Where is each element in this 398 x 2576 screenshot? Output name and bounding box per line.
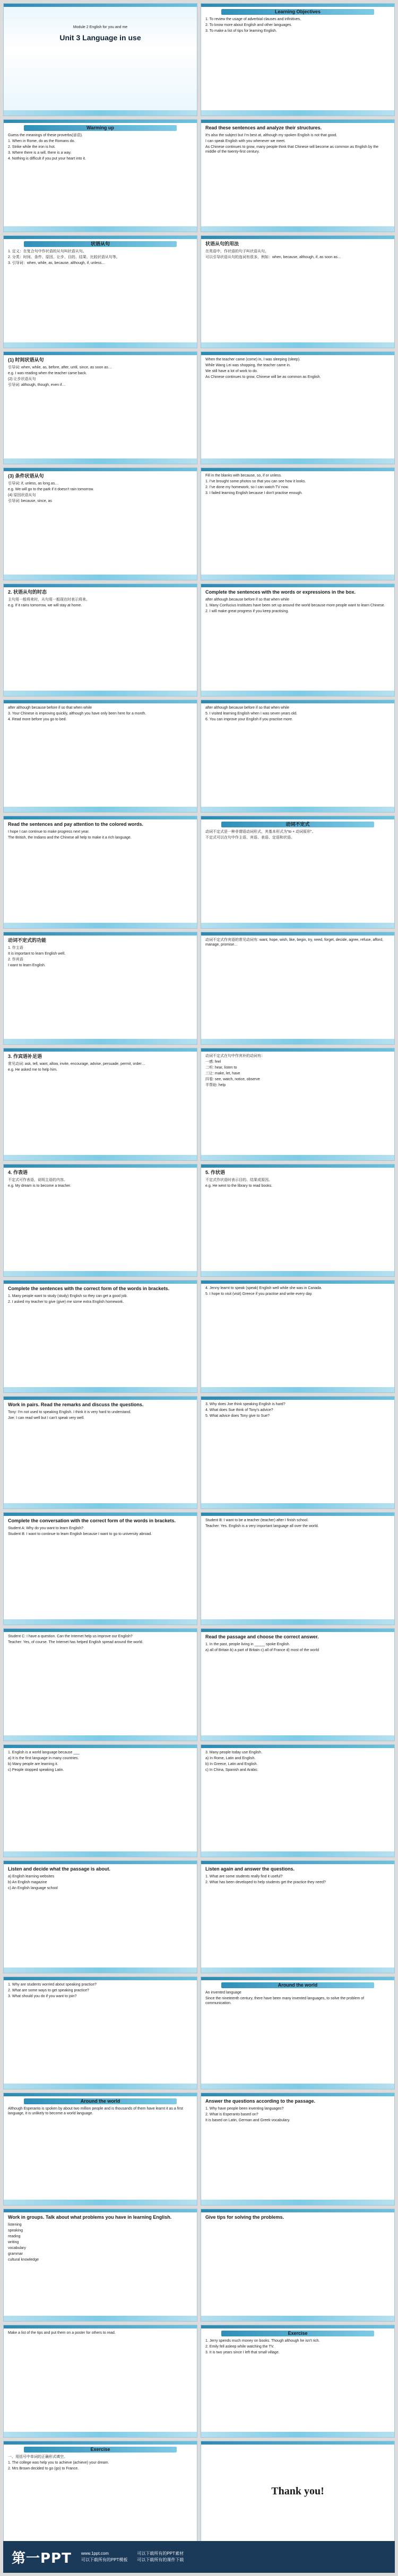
slide-content: [4, 1980, 197, 2003]
slide-line: 3. Many people today use English.: [205, 1751, 263, 1754]
slide-line: a) In Rome, Latin and English.: [205, 1757, 256, 1760]
slide-bottom-wave: [4, 1503, 197, 1508]
slide-content: [201, 819, 394, 844]
slide-12[interactable]: [201, 584, 395, 696]
slide-line: An invented language: [205, 1991, 241, 1995]
slide-title: Exercise: [221, 2331, 374, 2336]
slide-bottom-wave: [4, 2200, 197, 2205]
slide-line: 4. What does Sue think of Tony's advice?: [205, 1408, 273, 1412]
slide-content: [201, 703, 394, 726]
slide-line: As Chinese continues to grow, Chinese will be as common as English.: [205, 375, 321, 379]
slide-37[interactable]: [3, 2093, 197, 2206]
slide-bottom-wave: [201, 110, 394, 116]
slide-content: [201, 123, 394, 158]
footer-banner: [3, 2541, 395, 2573]
slide-line: Make a list of the tips and put them on a poster for others to read.: [8, 2331, 116, 2335]
slide-bottom-wave: [201, 1387, 394, 1392]
slide-line: 常见动词: ask, tell, want, allow, invite, encourage, advise, persuade, permit, order…: [8, 1062, 145, 1066]
slide-28[interactable]: [201, 1512, 395, 1625]
slide-2[interactable]: [201, 3, 395, 116]
slide-43[interactable]: [3, 2441, 197, 2554]
slide-title: Read the passage and choose the correct answer.: [205, 1634, 319, 1639]
slide-content: [4, 2445, 197, 2475]
slide-line: 2. Mrs Brown decided to go (go) to France.: [8, 2467, 79, 2471]
footer-line-1: 可以下载所有的PPT模板: [81, 2557, 128, 2562]
slide-line: I want to learn English.: [8, 964, 46, 967]
slide-line: c) In China, Spanish and Arabic.: [205, 1768, 259, 1772]
slide-bottom-wave: [201, 1271, 394, 1276]
slide-bottom-wave: [4, 1271, 197, 1276]
slide-14[interactable]: [201, 700, 395, 813]
slide-line: a) English learning websites: [8, 1875, 55, 1878]
footer-line-2: 可以下载所有的PPT素材: [137, 2551, 184, 2556]
slide-line: e.g. He went to the library to read books.: [205, 1184, 273, 1188]
slide-20[interactable]: [201, 1048, 395, 1161]
slide-25[interactable]: [3, 1396, 197, 1509]
slide-bottom-wave: [4, 923, 197, 928]
slide-line: e.g. My dream is to become a teacher.: [8, 1184, 72, 1188]
slide-line: 引导词: when, while, as, before, after, until, since, as soon as…: [8, 366, 112, 369]
slide-content: [201, 1284, 394, 1301]
slide-bottom-wave: [201, 2084, 394, 2089]
slide-line: e.g. I was reading when the teacher came back.: [8, 372, 87, 375]
slide-title: Listen and decide what the passage is about.: [8, 1866, 111, 1872]
slide-line: 动词不定式作宾语的常见动词有: want, hope, wish, like, begin, try, need, forget, decide, agree, refuse, afford, manage, promise…: [205, 938, 384, 947]
slide-title: Read these sentences and analyze their structures.: [205, 125, 322, 130]
slide-line: 5. I hope to visit (visit) Greece if you practise and write every day.: [205, 1292, 313, 1296]
slide-title: Read the sentences and pay attention to the colored words.: [8, 822, 144, 827]
slide-33[interactable]: [3, 1860, 197, 1973]
slide-line: 1. When in Rome, do as the Romans do.: [8, 139, 75, 143]
slide-line: 2. What has been developed to help students get the practice they need?: [205, 1881, 326, 1884]
slide-line: b) In Greece, Latin and English.: [205, 1762, 258, 1766]
footer-text: [81, 2551, 128, 2563]
slide-line: The British, the Indians and the Chinese all help to make it a rich language.: [8, 836, 132, 840]
footer-text-2: [137, 2551, 184, 2563]
slide-26[interactable]: [201, 1396, 395, 1509]
slide-bottom-wave: [4, 1968, 197, 1973]
slide-line: 一、用括号中单词的正确形式填空。: [8, 2455, 67, 2459]
slide-line: I can speak English with you whenever we meet.: [205, 139, 285, 143]
slide-line: 1. The college was help you to achieve (achieve) your dream.: [8, 2461, 109, 2465]
slide-line: 2. I asked my teacher to give (give) me some extra English homework.: [8, 1300, 124, 1304]
slide-line: 1. In the past, people living in _____ spoke English.: [205, 1643, 290, 1646]
slide-content: [4, 123, 197, 165]
slide-content: [4, 2212, 197, 2266]
slide-line: cultural knowledge: [8, 2258, 39, 2262]
slide-18[interactable]: [201, 932, 395, 1045]
slide-bottom-wave: [4, 1735, 197, 1741]
slide-7[interactable]: [3, 351, 197, 464]
slide-line: Student B: I want to be a teacher (teacher) after I finish school.: [205, 1519, 309, 1522]
slide-line: 1. Why have people been inventing languages?: [205, 2107, 284, 2111]
slide-bottom-wave: [4, 1155, 197, 1160]
slide-title: 动词不定式的功能: [8, 938, 47, 943]
slide-content: [201, 2096, 394, 2127]
slide-title: Complete the sentences with the words or expressions in the box.: [205, 589, 356, 595]
slide-line: b) An English magazine: [8, 1881, 47, 1884]
slide-bottom-wave: [201, 226, 394, 232]
slide-line: c) An English language school: [8, 1886, 58, 1890]
slide-content: [4, 471, 197, 508]
slide-line: As Chinese continues to grow, many people think that Chinese will become as common as English by the middle of the twenty-first century.: [205, 145, 379, 154]
slide-line: 不定式作状语时表示目的、结果或原因。: [205, 1178, 272, 1182]
slide-line: 动词不定式是一种非谓语动词形式，其基本形式为“to + 动词原形”。: [205, 830, 316, 834]
slide-title: 动词不定式: [221, 822, 374, 827]
slide-line: b) Many people are learning it.: [8, 1762, 58, 1766]
slide-content: [201, 1400, 394, 1423]
slide-line: 1. I've brought some photos so that you can see how it looks.: [205, 480, 306, 483]
slide-content: [201, 1864, 394, 1889]
slide-content: [201, 355, 394, 384]
slide-content: [201, 1632, 394, 1657]
slide-bottom-wave: [4, 2316, 197, 2321]
slide-35[interactable]: [3, 1977, 197, 2089]
slide-line: after although because before if so that when while: [8, 706, 92, 710]
slide-line: Although Esperanto is spoken by about two million people and is thousands of them have learnt it as a first language, it is unlikely to become a world language.: [8, 2107, 183, 2115]
slide-title: Complete the sentences with the correct form of the words in brackets.: [8, 1286, 170, 1291]
slide-content: [201, 7, 394, 38]
slide-content: [4, 1516, 197, 1541]
slide-bottom-wave: [201, 691, 394, 696]
slide-line: It's also the subject but I'm best at, although my spoken English is not that good.: [205, 134, 338, 137]
slide-1[interactable]: [3, 3, 197, 116]
slide-line: Guess the meanings of these proverbs(谚语).: [8, 134, 83, 137]
slide-line: 1. 定义：在复合句中作状语的从句叫状语从句。: [8, 250, 86, 253]
slide-10[interactable]: [201, 467, 395, 580]
slide-content: [201, 2445, 394, 2497]
slide-bottom-wave: [4, 458, 197, 464]
slide-line: Fill in the blanks with because, so, if or unless.: [205, 474, 282, 478]
slide-bottom-wave: [4, 110, 197, 116]
slide-content: [4, 587, 197, 612]
slide-line: listening: [8, 2223, 22, 2227]
slide-15[interactable]: [3, 816, 197, 929]
slide-line: 1. Many people want to study (study) English so they can get a good job.: [8, 1294, 128, 1298]
slide-title: 状语从句: [24, 241, 177, 247]
slide-line: We still have a lot of work to do.: [205, 369, 258, 373]
slide-21[interactable]: [3, 1164, 197, 1277]
module-title: Module 2 English for you and me: [73, 25, 128, 29]
slide-line: reading: [8, 2235, 21, 2238]
slide-line: c) People stopped speaking Latin.: [8, 1768, 64, 1772]
slide-bottom-wave: [201, 2200, 394, 2205]
slide-4[interactable]: [201, 119, 395, 232]
slide-line: 5. What advice does Tony give to Sue?: [205, 1414, 270, 1418]
slide-content: [4, 2096, 197, 2120]
slide-bottom-wave: [4, 1619, 197, 1625]
slide-content: [201, 587, 394, 618]
slide-9[interactable]: [3, 467, 197, 580]
slide-line: It is based on Latin, German and Greek vocabulary.: [205, 2119, 290, 2122]
slide-22[interactable]: [201, 1164, 395, 1277]
slide-line: 2. Emily fell asleep while watching the TV.: [205, 2345, 274, 2349]
slide-39[interactable]: [3, 2209, 197, 2322]
slide-content: [201, 1516, 394, 1533]
slide-16[interactable]: [201, 816, 395, 929]
slide-line: a) It is the first language in many countries.: [8, 1757, 79, 1760]
slide-line: 3. I failed learning English because I don't practise enough.: [205, 491, 303, 495]
slide-bottom-wave: [201, 1968, 394, 1973]
slide-content: [4, 355, 197, 392]
slide-content: [201, 1052, 394, 1092]
slide-title: Warming up: [24, 125, 177, 131]
slide-line: e.g. If it rains tomorrow, we will stay at home.: [8, 604, 82, 607]
slide-title: Work in pairs. Read the remarks and discuss the questions.: [8, 1402, 144, 1407]
slide-line: 2. What are some ways to get speaking practice?: [8, 1989, 89, 1992]
slide-title: (3) 条件状语从句: [8, 473, 44, 479]
slide-bottom-wave: [201, 1155, 394, 1160]
thank-you-text: Thank you!: [271, 2485, 324, 2497]
slide-line: 3. 引导词：when, while, as, because, although, if, unless…: [8, 261, 106, 265]
slide-line: 1. Many Confucius Institutes have been set up around the world because more people want to learn Chinese.: [205, 604, 385, 607]
slide-title: Exercise: [24, 2447, 177, 2453]
slide-line: after although because before if so that when while: [205, 598, 289, 602]
slide-bottom-wave: [201, 2432, 394, 2437]
slide-line: 5. I visited learning English when I was seven years old.: [205, 712, 298, 716]
footer-logo: 第一PPT: [12, 2550, 72, 2566]
slide-line: While Wang Lei was shopping, the teacher came in.: [205, 364, 291, 367]
slide-title: Answer the questions according to the passage.: [205, 2098, 316, 2104]
slide-content: [4, 2328, 197, 2340]
slide-title: Around the world: [221, 1982, 374, 1988]
slide-content: [4, 1400, 197, 1425]
slide-content: [4, 703, 197, 726]
slide-42[interactable]: [201, 2325, 395, 2438]
slide-bottom-wave: [201, 458, 394, 464]
slide-line: 2. To know more about English and other languages.: [205, 23, 292, 27]
footer-line-3: 可以下载所有的课件下载: [137, 2557, 184, 2562]
slide-line: 1. What are some students really find it useful?: [205, 1875, 283, 1878]
slide-content: [4, 1748, 197, 1777]
slide-content: [4, 1632, 197, 1649]
slide-title: Complete the conversation with the correct form of the words in brackets.: [8, 1518, 176, 1523]
slide-line: e.g. He asked me to help him.: [8, 1068, 57, 1072]
slide-bottom-wave: [201, 2316, 394, 2321]
slide-34[interactable]: [201, 1860, 395, 1973]
slide-line: 可以引导状语从句的连词有很多，例如：when, because, although, if, as soon as…: [205, 255, 341, 259]
slide-line: 半帮助: help: [205, 1083, 226, 1087]
slide-title: Learning Objectives: [221, 9, 374, 15]
slide-32[interactable]: [201, 1744, 395, 1857]
slide-line: 3. It is two years since I left that small village.: [205, 2351, 280, 2354]
slide-line: Teacher: Yes, of course. The Internet has helped English spread around the world.: [8, 1640, 143, 1644]
slide-41[interactable]: [3, 2325, 197, 2438]
slide-content: [4, 1864, 197, 1895]
slide-line: 1. Jerry spends much money on books. Though although he isn't rich.: [205, 2339, 320, 2343]
slide-40[interactable]: [201, 2209, 395, 2322]
slide-content: [201, 1168, 394, 1193]
slide-content: [201, 2212, 394, 2226]
slide-30[interactable]: [201, 1628, 395, 1741]
slide-line: 动词不定式在句中作宾补的动词有：: [205, 1054, 265, 1058]
slide-line: 不定式可以在句中作主语、宾语、表语、定语和状语。: [205, 836, 295, 840]
slide-bottom-wave: [4, 575, 197, 580]
slide-line: (2) 让步状语从句: [8, 377, 36, 381]
slide-line: 2. What is Esperanto based on?: [205, 2113, 258, 2116]
slide-line: e.g. We will go to the park if it doesn't rain tomorrow.: [8, 488, 94, 491]
slide-line: a) all of Britain b) a part of Britain c) all of France d) most of the world: [205, 1648, 319, 1652]
slide-line: 在英语中，作状语的句子叫状语从句。: [205, 250, 269, 253]
slide-bottom-wave: [201, 1039, 394, 1044]
slide-grid: [3, 3, 395, 2554]
slide-content: [4, 936, 197, 972]
slide-title: 5. 作状语: [205, 1170, 226, 1175]
slide-line: 三让: make, let, have: [205, 1072, 240, 1075]
slide-line: 4. Nothing is difficult if you put your heart into it.: [8, 157, 86, 161]
slide-line: 2. 作宾语: [8, 958, 23, 961]
slide-line: 3. What should you do if you want to join?: [8, 1995, 77, 1998]
slide-24[interactable]: [201, 1280, 395, 1393]
slide-line: 主句用一般将来时，从句用一般现在时表示将来。: [8, 598, 90, 602]
slide-title: Listen again and answer the questions.: [205, 1866, 295, 1872]
slide-title: Around the world: [24, 2098, 177, 2104]
slide-line: 2. Strike while the iron is hot.: [8, 145, 56, 149]
slide-bottom-wave: [201, 575, 394, 580]
slide-line: grammar: [8, 2252, 23, 2256]
slide-content: [201, 2328, 394, 2359]
slide-line: 2. 分类：时间、条件、原因、让步、目的、结果、比较状语从句等。: [8, 255, 120, 259]
slide-content: [201, 1980, 394, 2010]
slide-11[interactable]: [3, 584, 197, 696]
slide-5[interactable]: [3, 235, 197, 348]
slide-line: after although because before if so that when while: [205, 706, 289, 710]
slide-content: [201, 1748, 394, 1777]
slide-line: 引导词: if, unless, as long as…: [8, 482, 59, 486]
slide-line: Student C: I have a question. Can the Internet help us improve our English?: [8, 1635, 133, 1638]
slide-line: It is important to learn English well.: [8, 952, 66, 956]
slide-44[interactable]: [201, 2441, 395, 2554]
slide-content: [201, 936, 394, 951]
slide-line: When the teacher came (come) in, I was sleeping (sleep).: [205, 358, 300, 361]
slide-line: 3. Where there is a will, there is a way.: [8, 151, 72, 155]
slide-13[interactable]: [3, 700, 197, 813]
footer-site[interactable]: www.1ppt.com: [81, 2551, 109, 2556]
slide-line: 二听: hear, listen to: [205, 1066, 237, 1070]
slide-line: Student B: I want to continue to learn English because I want to go to university abroad.: [8, 1532, 152, 1536]
slide-bottom-wave: [201, 1735, 394, 1741]
slide-3[interactable]: [3, 119, 197, 232]
slide-title: 2. 状语从句的时态: [8, 589, 47, 595]
slide-31[interactable]: [3, 1744, 197, 1857]
slide-line: 一感: feel: [205, 1060, 221, 1064]
slide-content: [201, 471, 394, 500]
slide-23[interactable]: [3, 1280, 197, 1393]
slide-title: 4. 作表语: [8, 1170, 28, 1175]
slide-line: 引导词: because, since, as: [8, 499, 52, 503]
slide-bottom-wave: [4, 1387, 197, 1392]
slide-line: 4. Jenny learnt to speak (speak) English well while she was in Canada.: [205, 1286, 322, 1290]
slide-title: Work in groups. Talk about what problems you have in learning English.: [8, 2215, 172, 2220]
slide-content: [4, 1168, 197, 1193]
slide-bottom-wave: [4, 342, 197, 348]
slide-bottom-wave: [201, 1503, 394, 1508]
slide-36[interactable]: [201, 1977, 395, 2089]
slide-line: Teacher: Yes. English is a very important language all over the world.: [205, 1524, 319, 1528]
slide-line: Student A: Why do you want to learn English?: [8, 1527, 84, 1530]
slide-bottom-wave: [201, 342, 394, 348]
slide-line: 引导词: although, though, even if…: [8, 383, 66, 387]
slide-line: 1. To review the usage of adverbial clauses and infinitives.: [205, 17, 301, 21]
slide-bottom-wave: [4, 2432, 197, 2437]
slide-line: 3. Your Chinese is improving quickly, although you have only been here for a month.: [8, 712, 146, 716]
slide-line: 四看: see, watch, notice, observe: [205, 1078, 260, 1081]
slide-bottom-wave: [201, 807, 394, 812]
slide-bottom-wave: [201, 923, 394, 928]
slide-title: (1) 时间状语从句: [8, 357, 44, 363]
slide-line: 2. I've done my homework, so I can watch TV now.: [205, 486, 289, 489]
slide-27[interactable]: [3, 1512, 197, 1625]
slide-content: [4, 1284, 197, 1309]
slide-29[interactable]: [3, 1628, 197, 1741]
slide-line: 4. Read more before you go to bed.: [8, 718, 67, 721]
slide-8[interactable]: [201, 351, 395, 464]
slide-bottom-wave: [4, 691, 197, 696]
slide-title: Give tips for solving the problems.: [205, 2215, 284, 2220]
slide-line: (4) 原因状语从句: [8, 493, 36, 497]
slide-line: speaking: [8, 2229, 23, 2233]
slide-6[interactable]: [201, 235, 395, 348]
slide-line: 3. Why does Joe think speaking English is hard?: [205, 1402, 285, 1406]
slide-17[interactable]: [3, 932, 197, 1045]
slide-line: Tony: I'm not used to speaking English. I think it is very hard to understand.: [8, 1410, 132, 1414]
slide-line: Since the nineteenth century, there have been many invented languages, to solve the problem of communication.: [205, 1997, 365, 2005]
slide-bottom-wave: [4, 1039, 197, 1044]
slide-line: 2. I will make great progress if you keep practising.: [205, 610, 289, 613]
slide-19[interactable]: [3, 1048, 197, 1161]
slide-line: 1. English is a world language because ___: [8, 1751, 80, 1754]
slide-bottom-wave: [4, 226, 197, 232]
slide-line: I hope I can continue to make progress next year.: [8, 830, 90, 834]
slide-content: [4, 7, 197, 46]
slide-content: [201, 239, 394, 264]
slide-line: 6. You can improve your English if you practise more.: [205, 718, 293, 721]
slide-line: 1. 作主语: [8, 946, 23, 950]
slide-bottom-wave: [4, 1851, 197, 1857]
slide-line: 3. To make a list of tips for learning English.: [205, 29, 277, 33]
slide-content: [4, 1052, 197, 1077]
slide-title: 3. 作宾语补足语: [8, 1054, 42, 1059]
slide-title: 状语从句的用法: [205, 241, 239, 246]
slide-content: [4, 239, 197, 270]
slide-line: vocabulary: [8, 2246, 26, 2250]
slide-content: [4, 819, 197, 844]
slide-bottom-wave: [201, 1619, 394, 1625]
slide-38[interactable]: [201, 2093, 395, 2206]
slide-bottom-wave: [201, 1851, 394, 1857]
slide-line: Joe: I can read well but I can't speak very well.: [8, 1416, 85, 1420]
slide-line: 不定式可作表语，说明主语的内容。: [8, 1178, 67, 1182]
unit-title: Unit 3 Language in use: [59, 33, 141, 42]
slide-line: writing: [8, 2240, 19, 2244]
slide-bottom-wave: [4, 2084, 197, 2089]
slide-line: 1. Why are students worried about speaking practice?: [8, 1983, 97, 1987]
slide-bottom-wave: [4, 807, 197, 812]
